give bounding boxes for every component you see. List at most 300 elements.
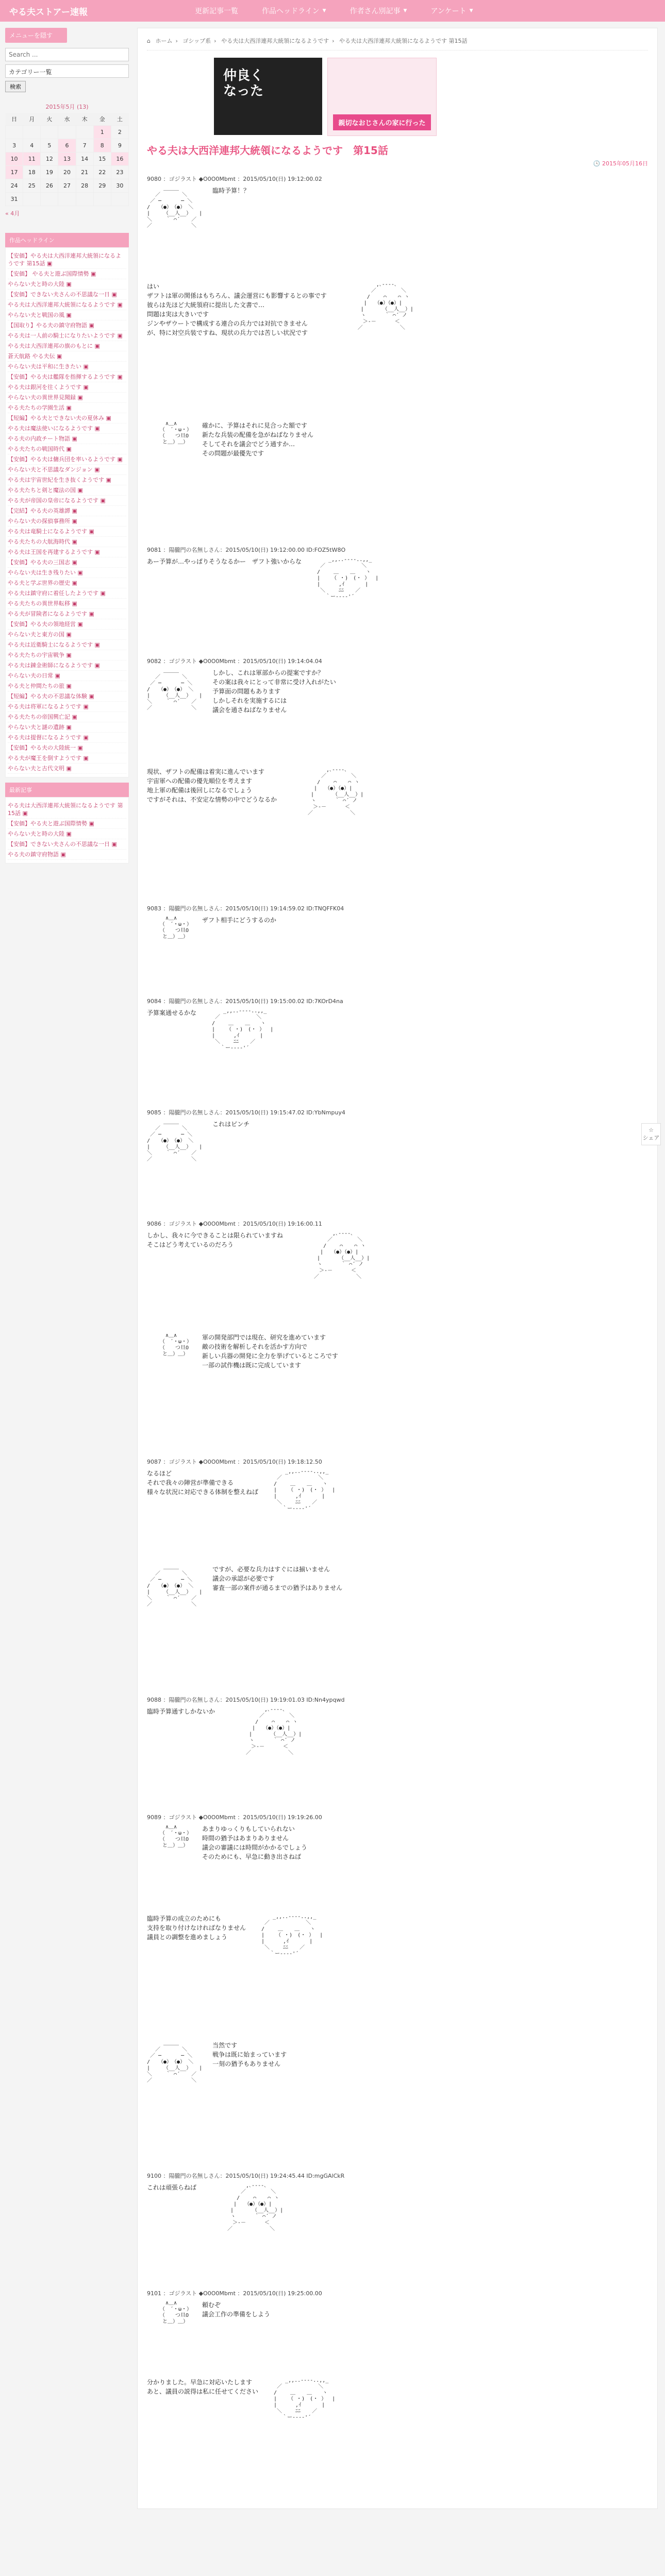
post-scene: [147, 1707, 648, 1756]
dialog-line: ジンやザウートで構成する連合の兵力では対抗できません: [147, 320, 308, 327]
sidebar-link[interactable]: やる夫は錬金術師になるようです ▣: [8, 660, 126, 671]
breadcrumb-sep: ›: [214, 38, 217, 44]
calendar-weekday: 火: [41, 113, 58, 126]
post-spacer: [147, 1055, 648, 1101]
dialog-line: そしてそれを議会でどう通すか…: [202, 440, 295, 448]
post-dialog: [147, 1914, 246, 1942]
breadcrumb: [147, 36, 648, 50]
sidebar-link[interactable]: やる夫たちの戦国時代 ▣: [8, 444, 126, 454]
post-spacer: [147, 2087, 648, 2164]
nav-label: 作品ヘッドライン: [262, 7, 320, 15]
calendar-day[interactable]: 17: [6, 166, 23, 179]
dialog-line: これはピンチ: [212, 1121, 250, 1128]
share-label: シェア: [642, 1134, 660, 1141]
dialog-line: 当然です: [212, 2042, 238, 2049]
sidebar-link[interactable]: やる夫は銀河を往くようです ▣: [8, 382, 126, 393]
sidebar: [5, 28, 129, 2509]
sidebar-link[interactable]: やらない夫は生き残りたい ▣: [8, 568, 126, 578]
sidebar-link[interactable]: やる夫たちの帝国興亡記 ▣: [8, 712, 126, 722]
dialog-line: 議会の審議には時間がかかるでしょう: [202, 1844, 307, 1851]
dialog-line: ですが、必要な兵力はすぐには揃いません: [212, 1566, 330, 1573]
post-spacer: [147, 1759, 648, 1806]
dialog-line: 支持を取り付けなければなりません: [147, 1924, 246, 1931]
sidebar-link[interactable]: やる夫が冒険者になるようです ▣: [8, 609, 126, 619]
dialog-line: あまりゆっくりもしていられない: [202, 1825, 295, 1833]
sidebar-link[interactable]: やる夫は竜騎士になるようです ▣: [8, 527, 126, 537]
dialog-line: 宇宙軍への配備の優先順位を考えます: [147, 777, 253, 785]
sidebar-link[interactable]: やる夫は将軍になるようです ▣: [8, 702, 126, 712]
ascii-art: ∧＿∧ （ ´・ω・） （ つ旦O と＿）＿）: [162, 1824, 192, 1849]
sidebar-link[interactable]: やる夫の鎮守府物語 ▣: [8, 850, 126, 860]
breadcrumb-sep: ›: [175, 38, 178, 44]
post-scene: [147, 557, 648, 600]
sidebar-link[interactable]: やる夫の内政チート物語 ▣: [8, 434, 126, 444]
calendar-day: 2: [111, 126, 128, 139]
post-scene: [147, 1333, 648, 1370]
sidebar-link[interactable]: 【安価】 やる夫と遊ぶ国際情勢 ▣: [8, 269, 126, 279]
post-spacer: [147, 1611, 648, 1688]
ascii-art: ＿＿＿ ／ ＼ ／ ─ ─ ＼ / （●） （●） ＼ | （__人__） | ＼ ｀ ⌒´ ／ ／ ＼: [147, 668, 203, 711]
calendar-day: 26: [41, 179, 58, 193]
post-spacer: [147, 1166, 648, 1212]
calendar-day: 28: [76, 179, 93, 193]
calendar-day: 12: [41, 152, 58, 166]
post-scene: [147, 186, 648, 229]
post-dialog: [212, 186, 250, 195]
post: [147, 904, 648, 990]
breadcrumb-item[interactable]: ホーム: [155, 38, 173, 44]
nav-headline[interactable]: [262, 6, 326, 16]
ascii-art: ∧＿∧ （ ´・ω・） （ つ旦O と＿）＿）: [162, 421, 192, 445]
breadcrumb-item[interactable]: ゴシップ系: [182, 38, 211, 44]
sidebar-link[interactable]: やる夫と学ぶ世界の歴史 ▣: [8, 578, 126, 588]
dialog-line: しかし、これは軍部からの提案ですか？: [212, 669, 324, 676]
post: [147, 767, 648, 897]
dialog-line: 現状、ザフトの配備は着実に進んでいます: [147, 768, 265, 775]
sidebar-link[interactable]: やる夫が帝国の皇帝になるようです ▣: [8, 496, 126, 506]
calendar-weekday: 土: [111, 113, 128, 126]
sidebar-link[interactable]: やる夫たちと剣と魔法の国 ▣: [8, 485, 126, 496]
menu-toggle-button[interactable]: メニューを隠す: [5, 28, 67, 43]
dialog-line: 新たな兵装の配備を急がねばなりません: [202, 431, 314, 438]
calendar-day: 24: [6, 179, 23, 193]
post-spacer: [147, 341, 648, 418]
post-scene: [147, 1469, 648, 1512]
post-spacer: [147, 820, 648, 897]
post-spacer: [147, 1865, 648, 1911]
post-dialog: [202, 1824, 307, 1861]
post-scene: [147, 1231, 648, 1280]
calendar-weekday: 木: [76, 113, 93, 126]
chevron-down-icon: ▼: [469, 8, 473, 13]
dialog-line: その問題が最優先です: [202, 450, 264, 457]
calendar-day[interactable]: 10: [6, 152, 23, 166]
calendar-day: 31: [6, 193, 23, 206]
post-body: [147, 175, 648, 2501]
ascii-art: ＿＿＿ ／ ＼ ／ ─ ─ ＼ / （●） （●） ＼ | （__人__） | ＼ ｀ ⌒´ ／ ／ ＼: [147, 1120, 203, 1162]
sidebar-link[interactable]: やる夫は近衛騎士になるようです ▣: [8, 640, 126, 650]
dialog-line: 問題は実は大きいです: [147, 311, 209, 318]
post-header: 9083 ：陽朧門の名無しさん：2015/05/10(日) 19:14:59.02 ID:TNQFFK04: [147, 905, 344, 912]
dialog-line: ザフト相手にどうするのか: [202, 917, 277, 924]
sidebar-link[interactable]: 【短編】やる夫とできない夫の夏休み ▣: [8, 413, 126, 423]
calendar-empty: [76, 193, 93, 206]
share-widget[interactable]: [641, 1123, 661, 1145]
calendar-weekday: 金: [93, 113, 111, 126]
dialog-line: 議会を通さねばなりません: [212, 706, 287, 714]
post-header: 9086 ：ゴジラスト ◆O0O0Mbmt ：2015/05/10(日) 19:16:00.11: [147, 1221, 322, 1227]
sidebar-link[interactable]: やらない夫の異世界見聞録 ▣: [8, 393, 126, 403]
sidebar-link[interactable]: やらない夫と時の大陸 ▣: [8, 829, 126, 839]
calendar-day[interactable]: 6: [58, 139, 76, 152]
post-spacer: [147, 461, 648, 538]
dialog-line: 地上軍の配備は後回しになるでしょう: [147, 787, 252, 794]
sidebar-link[interactable]: やる夫たちの異世界転移 ▣: [8, 599, 126, 609]
breadcrumb-sep: ›: [332, 38, 335, 44]
post-scene: [147, 1008, 648, 1052]
post-scene: [147, 421, 648, 458]
calendar-day[interactable]: 11: [23, 152, 41, 166]
dialog-line: あと、議員の説得は私に任せてください: [147, 2388, 259, 2395]
post-dialog: [147, 2378, 258, 2396]
post: [147, 282, 648, 418]
dialog-line: 戦争は既に始まっています: [212, 2051, 287, 2058]
breadcrumb-item[interactable]: やる夫は大西洋連邦大統領になるようです: [221, 38, 329, 44]
post-dialog: [212, 1120, 250, 1129]
calendar-day[interactable]: 8: [93, 139, 111, 152]
dialog-line: 時間の猶予はあまりありません: [202, 1835, 289, 1842]
post-dialog: [202, 2300, 270, 2319]
site-title[interactable]: やる夫ストアー速報: [9, 7, 88, 18]
search-input[interactable]: [5, 48, 129, 61]
recent-heading: 最新記事: [5, 783, 129, 797]
post-header: 9101 ：ゴジラスト ◆O0O0Mbmt ：2015/05/10(日) 19:25:00.00: [147, 2290, 322, 2297]
calendar-day: 9: [111, 139, 128, 152]
post-date-text: 2015年05月16日: [602, 160, 648, 167]
sidebar-link[interactable]: 【安価】やる夫と遊ぶ国際情勢 ▣: [8, 819, 126, 829]
dialog-line: 分かりました。早急に対応いたします: [147, 2379, 253, 2386]
post: [147, 657, 648, 764]
sidebar-link[interactable]: 【完結】やる夫の英雄譚 ▣: [8, 506, 126, 516]
dialog-line: そこはどう考えているのだろう: [147, 1241, 234, 1248]
dialog-line: しかしそれを実施するには: [212, 697, 287, 704]
post-spacer: [147, 1960, 648, 2038]
calendar-empty: [58, 193, 76, 206]
post-dialog: [212, 1565, 342, 1592]
sidebar-link[interactable]: 【安価】やる夫の領地経営 ▣: [8, 619, 126, 630]
dialog-line: それで我々の陣営が準備できる: [147, 1479, 234, 1486]
dialog-line: 予算面の問題もあります: [212, 688, 281, 695]
sidebar-link[interactable]: やる夫たちの学園生活 ▣: [8, 403, 126, 413]
ascii-art: _,,..-‐‐-..,,_ ／ ＼ / ＿ ＿ ヽ | （ ・) (・ ） | | ,ｲ | ＼ ﾆﾆ ／ ｀ー‐‐‐‐'´: [261, 1914, 323, 1957]
dialog-line: 軍の開発部門では現在、研究を進めています: [202, 1334, 326, 1341]
calendar-empty: [23, 193, 41, 206]
calendar-day: 18: [23, 166, 41, 179]
global-nav: [195, 6, 473, 16]
post-scene: [147, 1824, 648, 1861]
sidebar-link[interactable]: 蒼天航路 やる夫伝 ▣: [8, 351, 126, 362]
calendar-day: 3: [6, 139, 23, 152]
post-spacer: [147, 603, 648, 650]
dialog-line: 臨時予算の成立のためにも: [147, 1915, 222, 1922]
dialog-line: 彼らは先ほど大統領府に提出した文書で…: [147, 301, 265, 309]
calendar-empty: [6, 126, 23, 139]
post-date: 🕓 2015年05月16日: [593, 160, 648, 167]
dialog-line: 審査一部の案件が通るまでの猶予はありません: [212, 1584, 343, 1591]
calendar-empty: [93, 193, 111, 206]
sidebar-link[interactable]: 【短編】やる夫の不思議な体験 ▣: [8, 691, 126, 702]
sidebar-link[interactable]: やる夫は鎮守府に着任したようです ▣: [8, 588, 126, 599]
post-header: 9085 ：陽朧門の名無しさん：2015/05/10(日) 19:15:47.02 ID:YbNmpuy4: [147, 1109, 345, 1116]
post: [147, 2172, 648, 2282]
post-dialog: [147, 1707, 215, 1716]
post-dialog: [147, 1231, 283, 1249]
calendar-day: 23: [111, 166, 128, 179]
sidebar-link[interactable]: やる夫は大西洋連邦大統領になるようです 第15話 ▣: [8, 801, 126, 819]
post-scene: [147, 282, 648, 337]
calendar-day: 5: [41, 139, 58, 152]
dialog-line: なるほど: [147, 1470, 172, 1477]
dialog-line: 予算案通せるかな: [147, 1009, 197, 1016]
calendar: [5, 100, 129, 206]
sidebar-link[interactable]: やる夫は一人前の騎士になりたいようです ▣: [8, 331, 126, 341]
home-icon: ⌂: [147, 38, 151, 44]
sidebar-link[interactable]: やる夫は宇宙世紀を生き抜くようです ▣: [8, 475, 126, 485]
post: [147, 1696, 648, 1806]
post: [147, 1333, 648, 1450]
chevron-down-icon: ▼: [322, 8, 326, 13]
sidebar-link[interactable]: やる夫は大西洋連邦大統領になるようです ▣: [8, 300, 126, 310]
calendar-empty: [58, 126, 76, 139]
sidebar-link[interactable]: 【安価】やる夫は傭兵団を率いるようです ▣: [8, 454, 126, 465]
sidebar-link[interactable]: やらない夫と謎の遺跡 ▣: [8, 722, 126, 733]
calendar-day: 20: [58, 166, 76, 179]
calendar-caption: 2015年5月 (13): [45, 104, 89, 110]
post-spacer: [147, 2235, 648, 2282]
ascii-art: ,､-‐‐‐､ ／ ＼ / ⌒ ⌒ ヽ | （●）（●）| | （__人__）| ヽ ｀ ⌒´ ノ ＞‐－ ＜ ／ ＼: [227, 2183, 284, 2232]
dialog-line: 様々な状況に対応できる体制を整えねば: [147, 1488, 259, 1496]
sidebar-link[interactable]: やる夫は提督になるようです ▣: [8, 733, 126, 743]
post: [147, 175, 648, 279]
dialog-line: 確かに、予算はそれに見合った額です: [202, 422, 308, 429]
post-scene: [147, 1914, 648, 1957]
calendar-day: 4: [23, 139, 41, 152]
sidebar-link[interactable]: 【安価】やる夫は艦隊を指揮するようです ▣: [8, 372, 126, 382]
post: [147, 421, 648, 538]
post: [147, 1914, 648, 2038]
calendar-day[interactable]: 16: [111, 152, 128, 166]
dialog-line: 臨時予算通すしかないか: [147, 1708, 215, 1715]
post: [147, 2289, 648, 2375]
post-scene: [147, 1120, 648, 1163]
sidebar-link[interactable]: やる夫と仲間たちの旅 ▣: [8, 681, 126, 691]
dialog-line: ですがそれは、不安定な情勢の中でどうなるか: [147, 796, 277, 803]
sidebar-link[interactable]: 【国取り】やる夫の鎮守府物語 ▣: [8, 320, 126, 331]
search-button[interactable]: 検索: [5, 81, 26, 92]
ascii-art: ∧＿∧ （ ´・ω・） （ つ旦O と＿）＿）: [162, 1333, 192, 1357]
sidebar-link[interactable]: 【安価】やる夫の三国志 ▣: [8, 557, 126, 568]
post-dialog: [147, 282, 327, 337]
post-scene: [147, 2378, 648, 2421]
post-spacer: [147, 2328, 648, 2375]
calendar-weekday: 水: [58, 113, 76, 126]
sidebar-link[interactable]: やらない夫は平和に生きたい ▣: [8, 362, 126, 372]
banner-right-image: [327, 58, 437, 136]
post: [147, 2378, 648, 2501]
sidebar-link[interactable]: やる夫が魔王を倒すようです ▣: [8, 753, 126, 764]
calendar-day: 19: [41, 166, 58, 179]
sidebar-link[interactable]: やらない夫と古代文明 ▣: [8, 764, 126, 774]
dialog-line: 新しい兵器の開発に全力を挙げているところです: [202, 1352, 338, 1360]
sidebar-link[interactable]: やらない夫と時の大陸 ▣: [8, 279, 126, 290]
ascii-art: ＿＿＿ ／ ＼ ／ ─ ─ ＼ / （●） （●） ＼ | （__人__） | ＼ ｀ ⌒´ ／ ／ ＼: [147, 1565, 203, 1607]
recent-list: [5, 797, 129, 863]
post-dialog: [147, 1008, 196, 1018]
article: [137, 28, 658, 2509]
post: [147, 1219, 648, 1330]
calendar-day: 22: [93, 166, 111, 179]
ascii-art: _,,..-‐‐-..,,_ ／ ＼ / ＿ ＿ ヽ | （ ・) (・ ） | | ,ｲ | ＼ ﾆﾆ ／ ｀ー‐‐‐‐'´: [212, 1008, 274, 1051]
sidebar-link[interactable]: やらない夫の日常 ▣: [8, 671, 126, 681]
post-scene: [147, 2183, 648, 2232]
ascii-art: ∧＿∧ （ ´・ω・） （ つ旦O と＿）＿）: [162, 2300, 192, 2325]
ascii-art: ∧＿∧ （ ´・ω・） （ つ旦O と＿）＿）: [162, 916, 192, 940]
nav-survey[interactable]: [430, 6, 473, 16]
post: [147, 1458, 648, 1562]
calendar-empty: [41, 193, 58, 206]
nav-latest[interactable]: [195, 6, 238, 16]
banner-left-text: 仲良くなった: [223, 68, 264, 99]
sidebar-link[interactable]: やる夫は大西洋連邦の旗のもとに ▣: [8, 341, 126, 351]
calendar-day: 30: [111, 179, 128, 193]
chevron-down-icon: ▼: [403, 8, 407, 13]
post: [147, 997, 648, 1101]
banner[interactable]: [147, 58, 648, 135]
ascii-art: ,､-‐‐‐､ ／ ＼ / ⌒ ⌒ ヽ | （●）（●）| | （__人__）| ヽ ｀ ⌒´ ノ ＞‐－ ＜ ／ ＼: [314, 1231, 370, 1280]
ascii-art: ＿＿＿ ／ ＼ ／ ─ ─ ＼ / （●） （●） ＼ | （__人__） | ＼ ｀ ⌒´ ／ ／ ＼: [147, 2041, 203, 2083]
dialog-line: 議員との調整を進めましょう: [147, 1934, 228, 1941]
dialog-line: 臨時予算！？: [212, 187, 250, 194]
sidebar-link[interactable]: やる夫は魔法使いになるようです ▣: [8, 423, 126, 434]
sidebar-link[interactable]: やらない夫と東方の国 ▣: [8, 630, 126, 640]
top-bar: [0, 0, 665, 22]
calendar-day: 14: [76, 152, 93, 166]
headline-heading: 作品ヘッドライン: [5, 233, 129, 247]
post-header: 9089 ：ゴジラスト ◆O0O0Mbmt ：2015/05/10(日) 19:19:26.00: [147, 1814, 322, 1821]
dialog-line: が、特に対空兵装ですね、現状の兵力では苦しい状況です: [147, 329, 308, 336]
sidebar-link[interactable]: 【安価】やる夫は大西洋連邦大統領になるようです 第15話 ▣: [8, 251, 126, 269]
calendar-empty: [23, 126, 41, 139]
dialog-line: これは頑張らねば: [147, 2184, 197, 2191]
dialog-line: 議会の承認が必要です: [212, 1575, 275, 1582]
calendar-empty: [111, 193, 128, 206]
post-spacer: [147, 718, 648, 764]
nav-authors[interactable]: [350, 6, 407, 16]
sidebar-link[interactable]: やらない夫の探偵事務所 ▣: [8, 516, 126, 527]
post-scene: [147, 668, 648, 715]
post-scene: [147, 767, 648, 817]
dialog-line: その案は我々にとって非常に受け入れがたい: [212, 679, 336, 686]
calendar-day: 27: [58, 179, 76, 193]
post-header: 9082 ：ゴジラスト ◆O0O0Mbmt ：2015/05/10(日) 19:14:04.04: [147, 658, 322, 665]
post-scene: [147, 2300, 648, 2325]
post-dialog: [212, 668, 336, 715]
calendar-empty: [76, 126, 93, 139]
nav-label: 更新記事一覧: [195, 7, 238, 15]
post-header: 9084 ：陽朧門の名無しさん：2015/05/10(日) 19:15:00.02 ID:7KOrD4na: [147, 998, 343, 1005]
banner-left-image: [214, 58, 322, 135]
sidebar-link[interactable]: やる夫たちの大航海時代 ▣: [8, 537, 126, 547]
post-dialog: [202, 1333, 338, 1370]
post-spacer: [147, 1373, 648, 1450]
post: [147, 1108, 648, 1212]
nav-label: 作者さん別記事: [350, 7, 401, 15]
post-spacer: [147, 2424, 648, 2501]
sidebar-link[interactable]: 【安価】できない夫さんの不思議な一日 ▣: [8, 839, 126, 850]
ascii-art: ,､-‐‐‐､ ／ ＼ / ⌒ ⌒ ヽ | （●）（●）| | （__人__）| ヽ ｀ ⌒´ ノ ＞‐－ ＜ ／ ＼: [308, 767, 364, 816]
post-spacer: [147, 1515, 648, 1562]
sidebar-link[interactable]: 【安価】できない夫さんの不思議な一日 ▣: [8, 290, 126, 300]
ascii-art: _,,..-‐‐-..,,_ ／ ＼ / ＿ ＿ ヽ | （ ・) (・ ） | | ,ｲ | ＼ ﾆﾆ ／ ｀ー‐‐‐‐'´: [317, 557, 379, 600]
ascii-art: _,,..-‐‐-..,,_ ／ ＼ / ＿ ＿ ヽ | （ ・) (・ ） | | ,ｲ | ＼ ﾆﾆ ／ ｀ー‐‐‐‐'´: [274, 2378, 336, 2420]
sidebar-link[interactable]: やる夫は王国を再建するようです ▣: [8, 547, 126, 557]
post-header: 9087 ：ゴジラスト ◆O0O0Mbmt ：2015/05/10(日) 19:18:12.50: [147, 1459, 322, 1465]
dialog-line: 敵の技術を解析しそれを活かす方向で: [202, 1343, 308, 1350]
share-icon: ☆: [649, 1127, 654, 1133]
post-spacer: [147, 1283, 648, 1330]
calendar-prev-link[interactable]: « 4月: [5, 210, 20, 217]
dialog-line: しかし、我々に今できることは限られていますね: [147, 1232, 284, 1239]
sidebar-link[interactable]: やらない夫と戦国の風 ▣: [8, 310, 126, 320]
sidebar-link[interactable]: 【安価】やる夫の大陸統一 ▣: [8, 743, 126, 753]
calendar-empty: [41, 126, 58, 139]
calendar-day: 29: [93, 179, 111, 193]
category-select[interactable]: カテゴリー一覧: [5, 64, 129, 78]
post-dialog: [147, 767, 277, 804]
dialog-line: ザフトは軍の関係はもちろん、議会運営にも影響するとの事です: [147, 292, 327, 299]
calendar-day: 25: [23, 179, 41, 193]
post-dialog: [147, 1469, 258, 1497]
sidebar-link[interactable]: やる夫たちの宇宙戦争 ▣: [8, 650, 126, 660]
breadcrumb-item: やる夫は大西洋連邦大統領になるようです 第15話: [339, 38, 468, 44]
ascii-art: ＿＿＿ ／ ＼ ／ ─ ─ ＼ / （●） （●） ＼ | （__人__） | ＼ ｀ ⌒´ ／ ／ ＼: [147, 186, 203, 229]
post-header: 9100 ：陽朧門の名無しさん：2015/05/10(日) 19:24:45.44 ID:mgGAlCkR: [147, 2173, 345, 2179]
calendar-day[interactable]: 1: [93, 126, 111, 139]
ascii-art: ,､-‐‐‐､ ／ ＼ / ⌒ ⌒ ヽ | （●）（●）| | （__人__）| ヽ ｀ ⌒´ ノ ＞‐－ ＜ ／ ＼: [246, 1707, 302, 1756]
post-scene: [147, 2041, 648, 2084]
headline-list: [5, 247, 129, 777]
dialog-line: 議会工作の準備をしよう: [202, 2311, 271, 2318]
post-header: 9088 ：陽朧門の名無しさん：2015/05/10(日) 19:19:01.03 ID:Nn4ypqwd: [147, 1697, 345, 1703]
post: [147, 546, 648, 650]
dialog-line: あー予算が…やっぱりそうなるかー ザフト強いからな: [147, 558, 302, 565]
post-dialog: [147, 557, 302, 566]
post-dialog: [147, 2183, 196, 2192]
sidebar-link[interactable]: やらない夫と不思議なダンジョン ▣: [8, 465, 126, 475]
dialog-line: そのためにも、早急に動き出さねば: [202, 1853, 302, 1860]
post: [147, 1813, 648, 1911]
calendar-weekday: 日: [6, 113, 23, 126]
post-header: 9080 ：ゴジラスト ◆O0O0Mbmt ：2015/05/10(日) 19:12:00.02: [147, 176, 322, 182]
dialog-line: 一刻の猶予もありません: [212, 2060, 281, 2067]
post-dialog: [202, 916, 276, 925]
ascii-art: _,,..-‐‐-..,,_ ／ ＼ / ＿ ＿ ヽ | （ ・) (・ ） | | ,ｲ | ＼ ﾆﾆ ／ ｀ー‐‐‐‐'´: [274, 1469, 336, 1512]
post-title: やる夫は大西洋連邦大統領になるようです 第15話: [147, 144, 388, 157]
calendar-weekday: 月: [23, 113, 41, 126]
calendar-day[interactable]: 13: [58, 152, 76, 166]
post-scene: [147, 1565, 648, 1608]
post-scene: [147, 916, 648, 940]
